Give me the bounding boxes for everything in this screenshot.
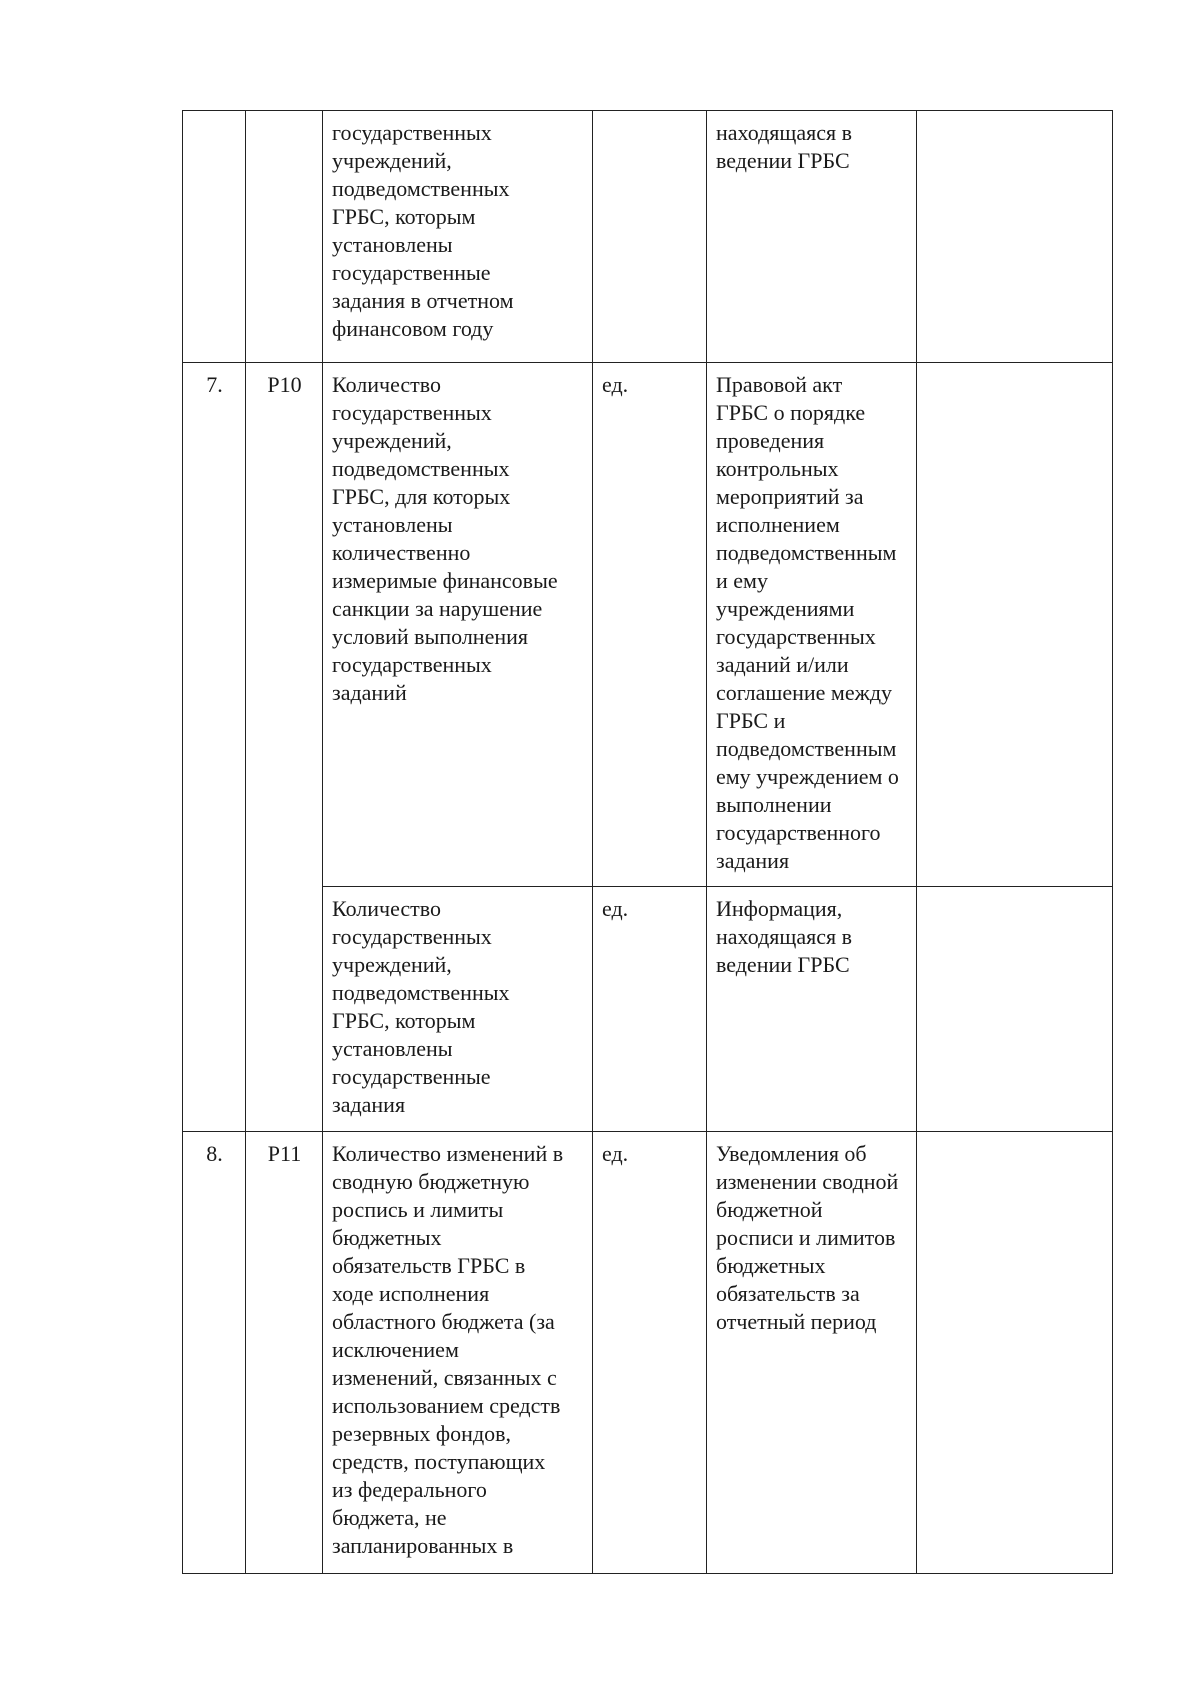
row-number-cell (183, 111, 246, 363)
table-row (183, 887, 1113, 1132)
extra-cell (917, 363, 1113, 887)
unit-cell: ед. (593, 363, 707, 887)
table-row (183, 363, 1113, 887)
extra-cell (917, 887, 1113, 1132)
indicators-table (182, 110, 1113, 1574)
indicator-code-cell: Р11 (246, 1132, 323, 1574)
source-cell (707, 363, 917, 887)
indicator-name: Количество государственных учреждений, подведомственных ГРБС, для которых установлены количественно измеримые финансовые санкции за нарушение условий выполнения государственных заданий (332, 372, 558, 705)
unit-cell (593, 111, 707, 363)
indicator-name-cell (323, 111, 593, 363)
extra-cell (917, 1132, 1113, 1574)
unit-cell: ед. (593, 1132, 707, 1574)
indicator-name-cell (323, 1132, 593, 1574)
indicator-name: Количество государственных учреждений, подведомственных ГРБС, которым установлены государственные задания (332, 896, 510, 1117)
source-cell (707, 887, 917, 1132)
indicator-name-cell (323, 363, 593, 887)
indicator-code-cell: Р10 (246, 363, 323, 1132)
indicator-name: Количество изменений в сводную бюджетную роспись и лимиты бюджетных обязательств ГРБС в ходе исполнения областного бюджета (за исключением изменений, связанных с использованием средств резервных фондов, средств, поступающих из федерального бюджета, не запланированных в (332, 1141, 564, 1558)
indicator-code-cell (246, 111, 323, 363)
row-number-cell: 7. (183, 363, 246, 1132)
extra-cell (917, 111, 1113, 363)
source-cell (707, 1132, 917, 1574)
source-cell (707, 111, 917, 363)
table-row (183, 111, 1113, 363)
row-number-cell: 8. (183, 1132, 246, 1574)
data-source: Уведомления об изменении сводной бюджетной росписи и лимитов бюджетных обязательств за отчетный период (716, 1141, 899, 1334)
indicator-name: государственных учреждений, подведомственных ГРБС, которым установлены государственные задания в отчетном финансовом году (332, 120, 514, 341)
data-source: находящаяся в ведении ГРБС (716, 120, 852, 173)
table-row (183, 1132, 1113, 1574)
unit-cell: ед. (593, 887, 707, 1132)
data-source: Правовой акт ГРБС о порядке проведения контрольных мероприятий за исполнением подведомственным и ему учреждениями государственных заданий и/или соглашение между ГРБС и подведомственным ему учреждением о выполнении государственного задания (716, 372, 899, 873)
indicator-name-cell (323, 887, 593, 1132)
data-source: Информация, находящаяся в ведении ГРБС (716, 896, 852, 977)
